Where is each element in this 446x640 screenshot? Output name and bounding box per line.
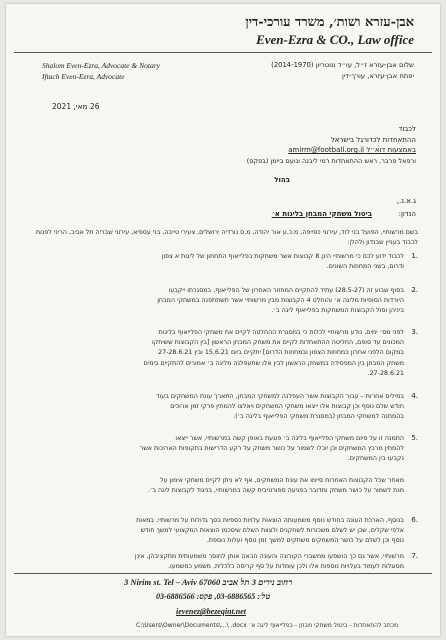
- partner-line: Shalom Even-Ezra, Advocate & Notary: [42, 61, 160, 70]
- letter-date: 26 מאי, 2021: [52, 102, 100, 111]
- paragraph-number: 2.: [411, 286, 418, 294]
- numbered-paragraph: [28, 286, 418, 317]
- urgent-label: בהול: [274, 176, 290, 184]
- paragraph-number: 3.: [411, 328, 418, 336]
- addressee-via-label: באמצעות דוא״ל: [366, 146, 416, 154]
- paragraph-line: נקבעו בין המשחקים.: [347, 455, 404, 463]
- greeting: ג.א.נ.,: [396, 197, 416, 205]
- partners-hebrew: [271, 60, 414, 82]
- paragraph-line: לכבוד ידוע לכם כי מרשותיי הינן 8 קבוצות אשר משחקות בפלייאוף התחתון של ליגות א צפון: [161, 253, 404, 260]
- numbered-paragraph: [28, 476, 418, 496]
- paragraph-line: במילים אחרות – עבור הקבוצות אשר העפלנה למשחקי המבחן, התארך עונת המשחקים בעוד: [156, 393, 404, 400]
- paragraph-number: 1.: [411, 252, 418, 260]
- paragraph-text: [28, 286, 404, 317]
- paragraph-line: אלפי שקלים, שכן יש לשלם משכורות לשחקנים ולצוות השלם שיסכמו הוצאות המקצועי למשך חודש: [140, 527, 404, 535]
- footer-address: 3 Nirim st. Tel – Aviv 67060 רחוב נירים 3 תל אביב: [124, 577, 293, 587]
- partners-english: [42, 60, 160, 82]
- partner-line: Iftach Even-Ezra, Advocate: [42, 72, 125, 81]
- partner-line: שלום אבן-עזרא ז״ל, עו״ד ונוטריון (2014-1970): [271, 61, 414, 69]
- paragraph-text: [28, 252, 404, 272]
- intro-paragraph: בשם מרשותיי, הפועל בני לוד, עירוני כסייפה, מ.כ.ע אור יהודה, מ.ס נורדיה ירושלים, צעירי טייבה, בני עספיא, עירוני שבריה תל אביב, הריני לפנות לכבוד בעניין שבנדון ולהלן:: [35, 229, 418, 247]
- paragraph-text: [28, 476, 404, 496]
- paragraph-line: משחק המבחן בין המפסידה במשחק הראשון לבין אלו שתעפלנה מליגה ב׳ אמורים להתקיים בימים: [143, 359, 404, 367]
- paragraph-line: ביניהן וסול הקבוצות המשחקות בפלייאוף ליגה ב׳.: [271, 307, 404, 315]
- numbered-paragraph: [28, 252, 418, 272]
- numbered-paragraph: [28, 516, 418, 547]
- paragraph-line: המכונים עד סופם, החליטה ההתאחדות לקיים את משחק המבחן הראשון [בין הקבוצות ששיחקו: [152, 339, 404, 347]
- paragraph-line: 27-28.6.21.: [367, 369, 404, 377]
- paragraph-text: [28, 392, 404, 423]
- footer-email[interactable]: ievenez@bezeqint.net: [176, 607, 246, 616]
- paragraph-text: [28, 552, 404, 572]
- paragraph-line: התמנה זו על סיום משחקי הפלייאוף בליגה ב׳ פוגעת באופן קשה במרשותיי, אשר ייצאו: [175, 435, 404, 442]
- paragraph-number: 5.: [411, 434, 418, 442]
- footer-divider: [14, 573, 432, 574]
- paragraph-number: 4.: [411, 392, 418, 400]
- subject-label: הנדון:: [398, 210, 416, 218]
- paragraph-line: להמתין מרבץ המשחקים וכן יוכלו לשמור על כושר משחק על רקע הדרישות בתקופות הארוכות אשר: [139, 445, 404, 453]
- header-divider: [14, 52, 432, 53]
- subject-line: ביטול משחקי המבחן בליגות א׳: [271, 210, 372, 218]
- paragraph-line: מסוגלות לעמוד בעלויות נוספות אלו ולכן עומדות על סף קריסה כלכלית, משמע כמשמעו.: [168, 563, 404, 571]
- addressee-block: [247, 124, 416, 166]
- paragraph-line: בסוף שבוע זה (28.5-27) עתיד להתקיים המחזור האחרון של הפלייאוף, במסגרתו ייקבעו: [168, 287, 404, 294]
- addressee-org: ההתאחדות לכדורגל בישראל: [330, 135, 416, 144]
- paragraph-line: ודרום, בשני המחוזות השונים.: [326, 263, 404, 271]
- paragraph-text: [28, 516, 404, 547]
- addressee-via: [247, 145, 416, 156]
- paragraph-line: מאחר שכל הקבוצות האחרות סיימו את עונת המשחקים, אף לא ניתן לקיים משחקי אימון על: [160, 477, 404, 484]
- paragraph-line: מרשותיי, אשר גם כך הושפעו ממשברי הקורונה והעונה הבאה אותן לחוסר משמעותית מתקציבהן, אינן: [134, 553, 404, 560]
- paragraph-line: היורדות הסופיות מליגה א׳ והוחלט 4 הקבוצות מבין מרשותיי אשר תשתתפנה במשחקי המבחן: [157, 297, 404, 305]
- paragraph-line: חודש שלם נוסף וכן קבוצות אלו ייצאו משחקי המשחקים ויאלצו להמתין פרקי זמן ארוכים: [170, 403, 404, 411]
- addressee-cc: ורפאל פרבר, ראש ההתאחדות רמי ליבנה ונועם ביימן (בפקס): [246, 156, 416, 165]
- letter-page: [6, 4, 440, 636]
- footer-document-path: C:\Users\Owner\Documents\...\ .docx מכתב להתאחדות - ביטול משחקי מבחן - בפלייאוף ליגה א׳: [136, 622, 399, 629]
- paragraph-text: [28, 328, 404, 379]
- paragraph-line: נוסף וכן לשלם על כושר המשחקים משחקים למשך זמן נוסף ועלות נוספת.: [206, 537, 404, 545]
- partner-line: יפתח אבן-עזרא, עורך-דין: [341, 72, 414, 80]
- numbered-paragraph: [28, 434, 418, 465]
- addressee-email[interactable]: amirm@football.org.il: [288, 146, 365, 154]
- paragraph-text: [28, 434, 404, 465]
- paragraph-number: 6.: [411, 516, 418, 524]
- addressee-to: לכבוד: [398, 125, 416, 133]
- numbered-paragraph: [28, 552, 418, 572]
- paragraph-line: בהמתנה למשחקי המבחן (במסגרת משחקי הפלייאוף בליגה ב׳).: [233, 413, 404, 421]
- paragraph-line: לפני מס׳ ימים, נודע מרשותיי לכלות כי במסגרת ההחלטה לקיים את משחקי הפלייאוף בליגות: [158, 329, 404, 336]
- numbered-paragraph: [28, 392, 418, 423]
- paragraph-line: מנת לשמור על כושר משחק ומדובר בפגיעה ספורטיבית קשה במרשותיי, בניגוד לקבוצות ליגה ב׳.: [147, 487, 404, 495]
- numbered-paragraph: [28, 328, 418, 379]
- firm-name-hebrew: אבן-עזרא ושות׳, משרד עורכי-דין: [245, 15, 414, 30]
- paragraph-line: במקום הלפני אחרון במחוזות הצפון ובמחוזות הדרום] יתקיים ביום 15.6.21 ובין 27-28.6.21: [158, 349, 404, 357]
- footer-phone-fax: טל׳: 03-6886565, פקס: 03-6886566: [156, 592, 271, 601]
- paragraph-line: בנוסף, הארכת העונה בחודש נוסף משמעותה הוצאות עלויות כספיות בסך גדולות על מרשותיי, במאות: [136, 517, 404, 524]
- paragraph-number: 7.: [411, 552, 418, 560]
- firm-name-english: Even-Ezra & CO., Law office: [256, 32, 414, 47]
